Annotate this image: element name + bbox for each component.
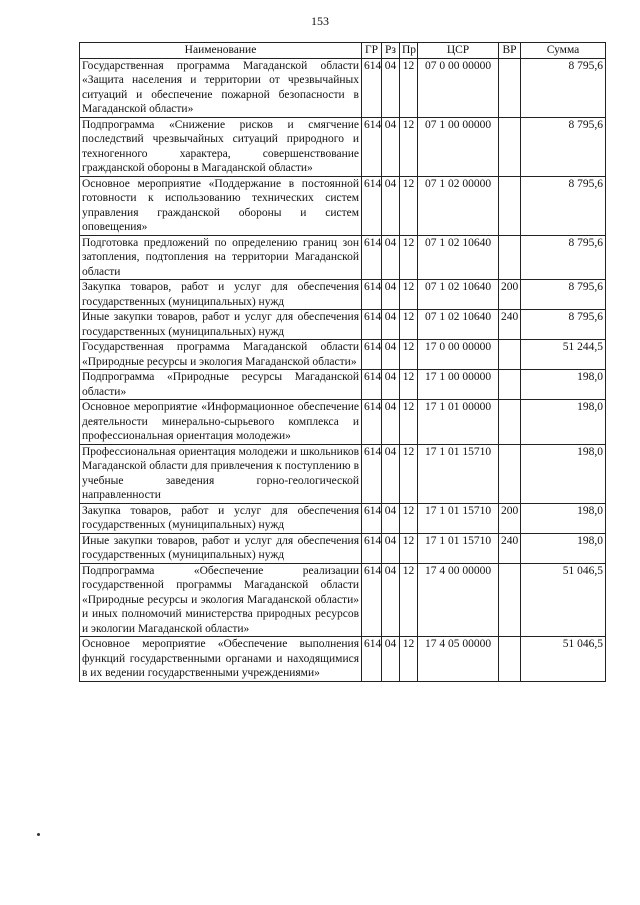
cell-csr: 17 1 01 00000 xyxy=(418,400,499,445)
cell-name: Закупка товаров, работ и услуг для обеспечения государственных (муниципальных) нужд xyxy=(80,280,362,310)
cell-gr: 614 xyxy=(362,637,382,682)
cell-vr xyxy=(499,176,521,235)
cell-rz: 04 xyxy=(382,58,400,117)
cell-vr xyxy=(499,370,521,400)
cell-name: Основное мероприятие «Поддержание в постоянной готовности к использованию технических систем управления гражданской обороны и систем оповещения» xyxy=(80,176,362,235)
cell-sum: 198,0 xyxy=(521,533,606,563)
cell-gr: 614 xyxy=(362,176,382,235)
cell-vr xyxy=(499,117,521,176)
table-row xyxy=(80,444,606,503)
cell-rz: 04 xyxy=(382,176,400,235)
cell-name: Подпрограмма «Природные ресурсы Магаданской области» xyxy=(80,370,362,400)
cell-csr: 07 0 00 00000 xyxy=(418,58,499,117)
table-row xyxy=(80,340,606,370)
cell-rz: 04 xyxy=(382,340,400,370)
table-row xyxy=(80,280,606,310)
cell-rz: 04 xyxy=(382,400,400,445)
cell-csr: 07 1 02 00000 xyxy=(418,176,499,235)
cell-csr: 17 1 01 15710 xyxy=(418,533,499,563)
cell-gr: 614 xyxy=(362,280,382,310)
table-row xyxy=(80,533,606,563)
cell-vr xyxy=(499,444,521,503)
cell-sum: 198,0 xyxy=(521,370,606,400)
table-row xyxy=(80,503,606,533)
cell-rz: 04 xyxy=(382,235,400,280)
cell-vr xyxy=(499,340,521,370)
cell-rz: 04 xyxy=(382,370,400,400)
header-gr: ГР xyxy=(362,43,382,59)
cell-sum: 8 795,6 xyxy=(521,310,606,340)
cell-vr: 240 xyxy=(499,533,521,563)
cell-pr: 12 xyxy=(400,280,418,310)
header-csr: ЦСР xyxy=(418,43,499,59)
cell-vr xyxy=(499,400,521,445)
header-name: Наименование xyxy=(80,43,362,59)
cell-rz: 04 xyxy=(382,563,400,637)
cell-gr: 614 xyxy=(362,400,382,445)
cell-sum: 8 795,6 xyxy=(521,117,606,176)
page-number: 153 xyxy=(311,14,329,28)
cell-name: Подпрограмма «Снижение рисков и смягчение последствий чрезвычайных ситуаций природного и техногенного характера, совершенствование гражданской обороны в Магаданской области» xyxy=(80,117,362,176)
cell-pr: 12 xyxy=(400,503,418,533)
cell-vr xyxy=(499,637,521,682)
cell-rz: 04 xyxy=(382,503,400,533)
cell-gr: 614 xyxy=(362,58,382,117)
cell-pr: 12 xyxy=(400,176,418,235)
cell-vr: 200 xyxy=(499,280,521,310)
cell-sum: 51 046,5 xyxy=(521,563,606,637)
cell-name: Профессиональная ориентация молодежи и школьников Магаданской области для привлечения к поступлению в учебные заведения горно-геологической направленности xyxy=(80,444,362,503)
cell-pr: 12 xyxy=(400,117,418,176)
cell-vr xyxy=(499,235,521,280)
cell-sum: 8 795,6 xyxy=(521,176,606,235)
header-sum: Сумма xyxy=(521,43,606,59)
cell-csr: 17 4 00 00000 xyxy=(418,563,499,637)
header-row xyxy=(80,43,606,59)
cell-csr: 07 1 02 10640 xyxy=(418,280,499,310)
table-row xyxy=(80,235,606,280)
cell-gr: 614 xyxy=(362,370,382,400)
cell-gr: 614 xyxy=(362,533,382,563)
header-rz: Рз xyxy=(382,43,400,59)
cell-pr: 12 xyxy=(400,444,418,503)
cell-gr: 614 xyxy=(362,444,382,503)
cell-csr: 17 1 00 00000 xyxy=(418,370,499,400)
cell-pr: 12 xyxy=(400,235,418,280)
cell-pr: 12 xyxy=(400,563,418,637)
cell-sum: 198,0 xyxy=(521,400,606,445)
cell-name: Основное мероприятие «Обеспечение выполнения функций государственными органами и находящимися в их ведении государственными учреждениями» xyxy=(80,637,362,682)
cell-pr: 12 xyxy=(400,340,418,370)
header-pr: Пр xyxy=(400,43,418,59)
table-row xyxy=(80,400,606,445)
cell-name: Государственная программа Магаданской области «Защита населения и территории от чрезвычайных ситуаций и обеспечение пожарной безопасности в Магаданской области» xyxy=(80,58,362,117)
cell-gr: 614 xyxy=(362,503,382,533)
cell-gr: 614 xyxy=(362,563,382,637)
table-row xyxy=(80,58,606,117)
cell-rz: 04 xyxy=(382,280,400,310)
cell-rz: 04 xyxy=(382,533,400,563)
cell-name: Подпрограмма «Обеспечение реализации государственной программы Магаданской области «Природные ресурсы и экология Магаданской области» и иных полномочий министерства природных ресурсов и экологии Магаданской области» xyxy=(80,563,362,637)
cell-vr xyxy=(499,58,521,117)
cell-csr: 07 1 02 10640 xyxy=(418,235,499,280)
cell-csr: 07 1 00 00000 xyxy=(418,117,499,176)
cell-name: Государственная программа Магаданской области «Природные ресурсы и экология Магаданской области» xyxy=(80,340,362,370)
cell-name: Иные закупки товаров, работ и услуг для обеспечения государственных (муниципальных) нужд xyxy=(80,310,362,340)
table-row xyxy=(80,310,606,340)
cell-pr: 12 xyxy=(400,400,418,445)
table-row xyxy=(80,117,606,176)
cell-gr: 614 xyxy=(362,340,382,370)
cell-pr: 12 xyxy=(400,310,418,340)
cell-pr: 12 xyxy=(400,637,418,682)
cell-csr: 07 1 02 10640 xyxy=(418,310,499,340)
cell-vr xyxy=(499,563,521,637)
stray-dot xyxy=(37,833,40,836)
cell-csr: 17 0 00 00000 xyxy=(418,340,499,370)
cell-rz: 04 xyxy=(382,444,400,503)
cell-sum: 51 046,5 xyxy=(521,637,606,682)
cell-name: Закупка товаров, работ и услуг для обеспечения государственных (муниципальных) нужд xyxy=(80,503,362,533)
cell-sum: 8 795,6 xyxy=(521,58,606,117)
cell-gr: 614 xyxy=(362,117,382,176)
cell-csr: 17 1 01 15710 xyxy=(418,503,499,533)
cell-rz: 04 xyxy=(382,117,400,176)
cell-rz: 04 xyxy=(382,637,400,682)
cell-csr: 17 4 05 00000 xyxy=(418,637,499,682)
table-row xyxy=(80,637,606,682)
cell-gr: 614 xyxy=(362,310,382,340)
cell-pr: 12 xyxy=(400,58,418,117)
table-row xyxy=(80,563,606,637)
cell-sum: 8 795,6 xyxy=(521,235,606,280)
cell-name: Подготовка предложений по определению границ зон затопления, подтопления на территории Магаданской области xyxy=(80,235,362,280)
table-row xyxy=(80,370,606,400)
cell-vr: 240 xyxy=(499,310,521,340)
cell-sum: 51 244,5 xyxy=(521,340,606,370)
cell-name: Иные закупки товаров, работ и услуг для обеспечения государственных (муниципальных) нужд xyxy=(80,533,362,563)
cell-vr: 200 xyxy=(499,503,521,533)
budget-table xyxy=(79,42,606,682)
cell-pr: 12 xyxy=(400,533,418,563)
cell-sum: 198,0 xyxy=(521,503,606,533)
cell-rz: 04 xyxy=(382,310,400,340)
cell-sum: 198,0 xyxy=(521,444,606,503)
cell-pr: 12 xyxy=(400,370,418,400)
cell-name: Основное мероприятие «Информационное обеспечение деятельности минерально-сырьевого комплекса и профессиональная ориентация молодежи» xyxy=(80,400,362,445)
cell-gr: 614 xyxy=(362,235,382,280)
table-row xyxy=(80,176,606,235)
cell-csr: 17 1 01 15710 xyxy=(418,444,499,503)
cell-sum: 8 795,6 xyxy=(521,280,606,310)
header-vr: ВР xyxy=(499,43,521,59)
